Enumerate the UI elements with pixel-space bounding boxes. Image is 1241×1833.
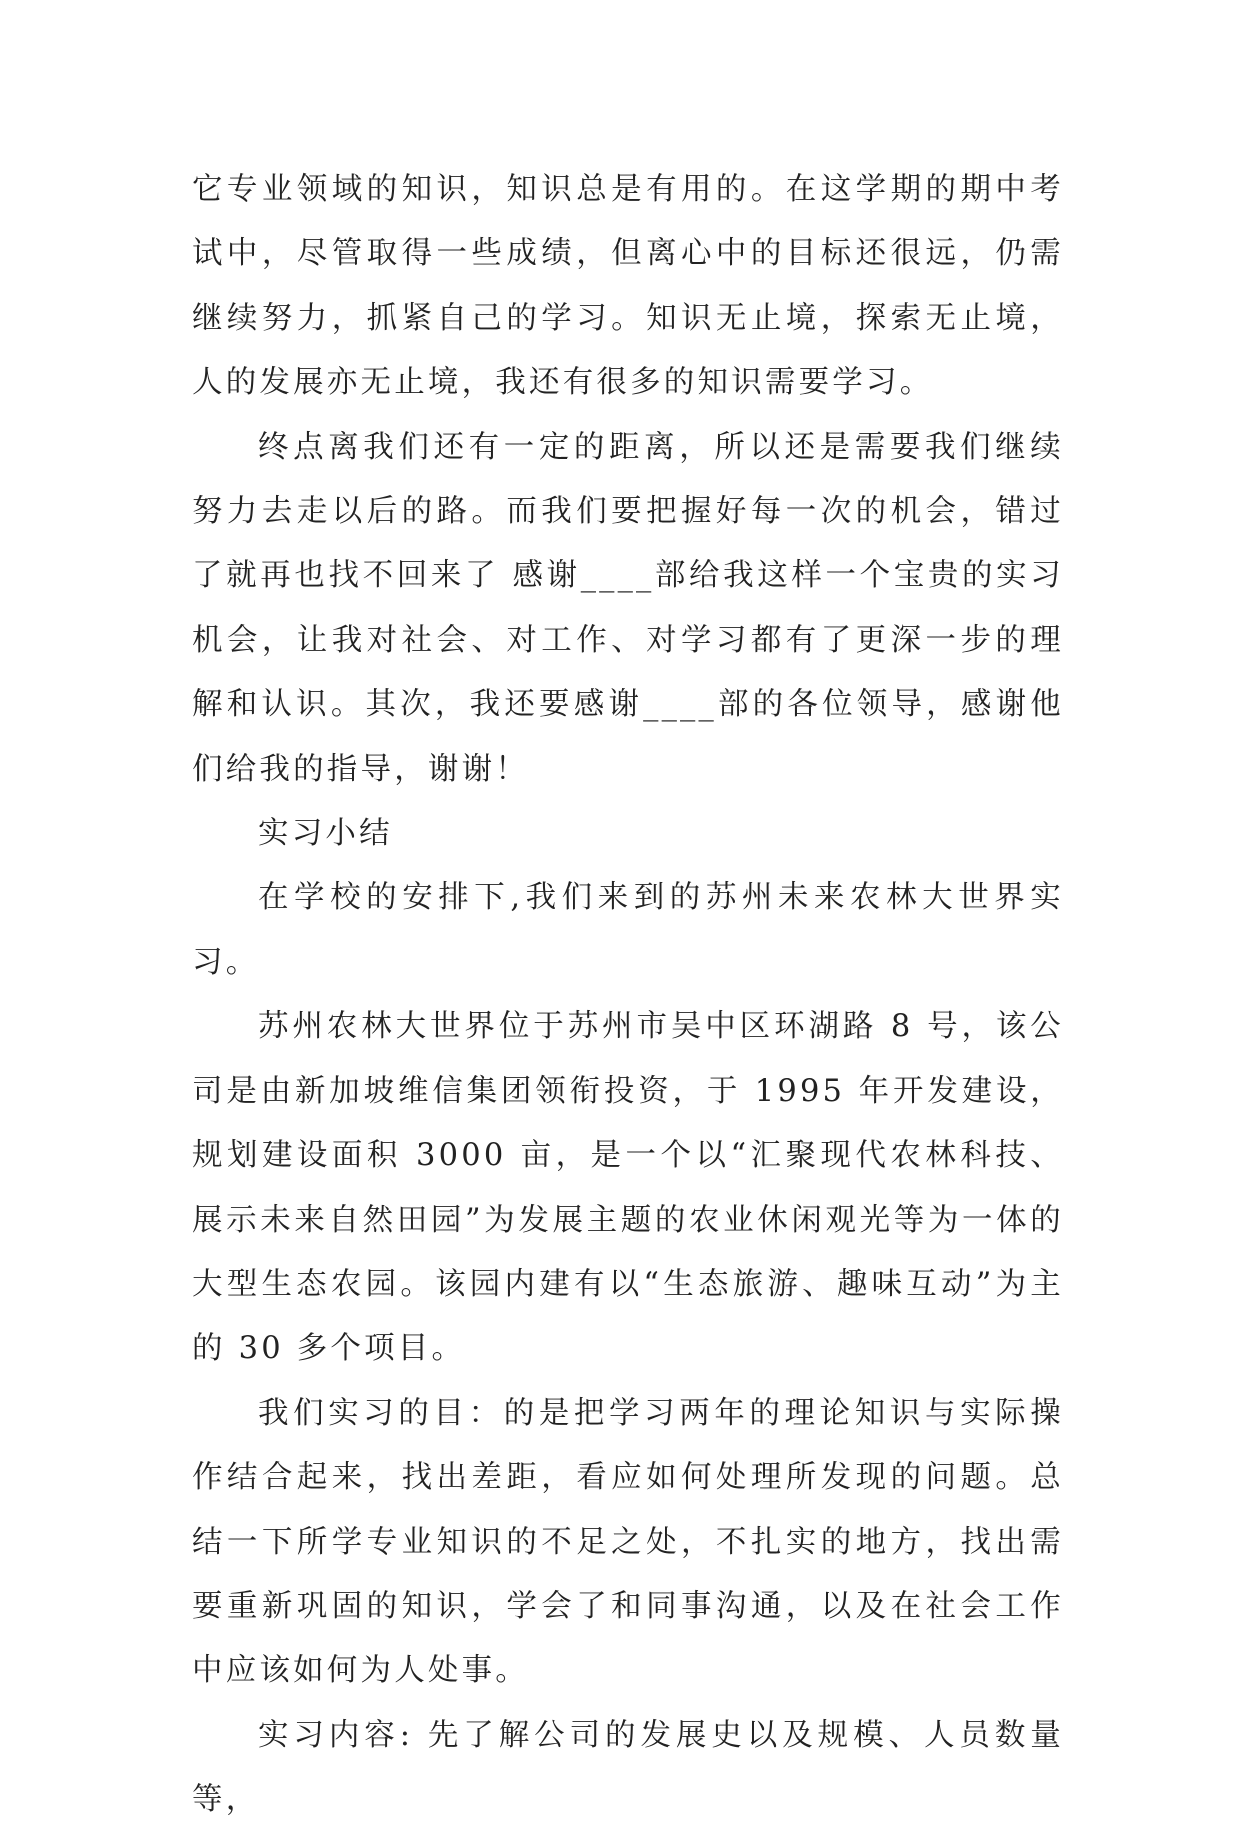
paragraph-3: 在学校的安排下,我们来到的苏州未来农林大世界实习。 — [192, 880, 1064, 980]
paragraph-1: 它专业领域的知识，知识总是有用的。在这学期的期中考试中，尽管取得一些成绩，但离心中的目标还很远，仍需继续努力，抓紧自己的学习。知识无止境，探索无止境，人的发展亦无止境，我还有很多的知识需要学习。 — [192, 172, 1064, 401]
paragraph-4: 苏州农林大世界位于苏州市吴中区环湖路 8 号，该公司是由新加坡维信集团领衔投资，于 1995 年开发建设，规划建设面积 3000 亩，是一个以“汇聚现代农林科技、展示未来自然田园”为发展主题的农业休闲观光等为一体的大型生态农园。该园内建有以“生态旅游、趣味互动”为主的 30 多个项目。 — [192, 1009, 1064, 1367]
paragraph-5: 我们实习的目：的是把学习两年的理论知识与实际操作结合起来，找出差距，看应如何处理所发现的问题。总结一下所学专业知识的不足之处，不扎实的地方，找出需要重新巩固的知识，学会了和同事沟通，以及在社会工作中应该如何为人处事。 — [192, 1395, 1064, 1689]
section-heading: 实习小结 — [258, 816, 393, 852]
document-body — [192, 158, 1064, 1833]
paragraph-6: 实习内容: 先了解公司的发展史以及规模、人员数量等， — [192, 1717, 1064, 1818]
paragraph-2: 终点离我们还有一定的距离，所以还是需要我们继续努力去走以后的路。而我们要把握好每一次的机会，错过了就再也找不回来了 感谢____部给我这样一个宝贵的实习机会，让我对社会、对工作、对学习都有了更深一步的理解和认识。其次，我还要感谢____部的各位领导，感谢他们给我的指导，谢谢！ — [192, 429, 1064, 787]
